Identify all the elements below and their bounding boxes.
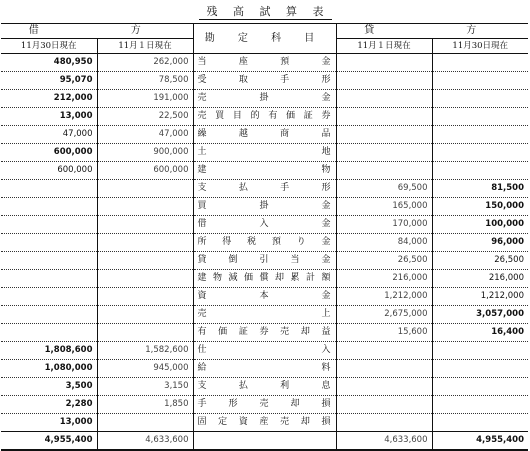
credit-nov30-cell: [432, 90, 528, 108]
account-name-cell: 仕入: [193, 342, 336, 360]
account-name-cell: 所得税預り金: [193, 234, 336, 252]
credit-nov30-cell: [432, 342, 528, 360]
table-row: [1, 216, 528, 234]
debit-header: 借 方: [1, 24, 193, 39]
table-row: [1, 342, 528, 360]
account-name-cell: 売買目的有価証券: [193, 108, 336, 126]
table-row: [1, 378, 528, 396]
credit-nov1-cell: [336, 90, 432, 108]
debit-nov30-cell: 3,500: [1, 378, 97, 396]
credit-nov1-cell: [336, 126, 432, 144]
table-row: [1, 414, 528, 432]
account-name-cell: 有価証券売却益: [193, 324, 336, 342]
credit-nov30-cell: 100,000: [432, 216, 528, 234]
debit-nov1-cell: [97, 414, 193, 432]
debit-nov1-cell: 3,150: [97, 378, 193, 396]
debit-nov30-cell: [1, 324, 97, 342]
debit-nov30-cell: [1, 270, 97, 288]
credit-nov30-cell: 16,400: [432, 324, 528, 342]
debit-nov30-cell: 47,000: [1, 126, 97, 144]
debit-nov1-cell: 1,582,600: [97, 342, 193, 360]
debit-nov30-cell: [1, 234, 97, 252]
debit-nov1-cell: 191,000: [97, 90, 193, 108]
credit-nov30-cell: 81,500: [432, 180, 528, 198]
debit-nov1-cell: 900,000: [97, 144, 193, 162]
debit-nov30-cell: [1, 252, 97, 270]
credit-nov1-cell: [336, 378, 432, 396]
account-name-cell: 支払手形: [193, 180, 336, 198]
debit-nov1-cell: [97, 234, 193, 252]
table-row: [1, 306, 528, 324]
table-row: [1, 54, 528, 72]
debit-nov1-cell: 22,500: [97, 108, 193, 126]
total-debit-nov30-cell: 4,955,400: [1, 432, 97, 451]
credit-nov30-cell: 26,500: [432, 252, 528, 270]
table-row: [1, 270, 528, 288]
debit-nov1-cell: [97, 252, 193, 270]
credit-nov1-cell: [336, 144, 432, 162]
credit-nov1-cell: [336, 342, 432, 360]
debit-nov30-cell: [1, 180, 97, 198]
debit-nov30-cell: [1, 306, 97, 324]
credit-nov1-cell: 216,000: [336, 270, 432, 288]
debit-nov30-cell: 13,000: [1, 414, 97, 432]
credit-nov30-cell: [432, 378, 528, 396]
debit-nov1-cell: 262,000: [97, 54, 193, 72]
account-name-cell: 借入金: [193, 216, 336, 234]
credit-header: 貸 方: [336, 24, 528, 39]
credit-nov1-cell: 1,212,000: [336, 288, 432, 306]
debit-nov1-cell: [97, 270, 193, 288]
credit-nov1-cell: [336, 414, 432, 432]
total-account-name-cell: [193, 432, 336, 451]
credit-nov30-cell: [432, 396, 528, 414]
table-row: [1, 90, 528, 108]
debit-nov30-cell: [1, 288, 97, 306]
credit-nov30-cell: 96,000: [432, 234, 528, 252]
debit-nov1-cell: [97, 288, 193, 306]
debit-nov30-cell: 1,808,600: [1, 342, 97, 360]
debit-nov1-cell: 945,000: [97, 360, 193, 378]
credit-nov1-cell: [336, 360, 432, 378]
debit-nov30-cell: [1, 216, 97, 234]
debit-nov1-cell: [97, 324, 193, 342]
credit-nov30-cell: 1,212,000: [432, 288, 528, 306]
credit-nov30-cell: [432, 54, 528, 72]
trial-balance-table: [1, 23, 528, 451]
credit-nov30-cell: [432, 126, 528, 144]
debit-nov1-cell: 47,000: [97, 126, 193, 144]
date-header-credit-nov1: 11月１日現在: [336, 39, 432, 54]
credit-nov30-cell: [432, 108, 528, 126]
credit-nov30-cell: [432, 72, 528, 90]
credit-nov1-cell: 170,000: [336, 216, 432, 234]
credit-nov1-cell: 26,500: [336, 252, 432, 270]
credit-nov1-cell: [336, 54, 432, 72]
account-name-cell: 土地: [193, 144, 336, 162]
account-name-cell: 買掛金: [193, 198, 336, 216]
debit-nov1-cell: [97, 180, 193, 198]
account-name-cell: 受取手形: [193, 72, 336, 90]
credit-nov1-cell: [336, 108, 432, 126]
table-row: [1, 126, 528, 144]
table-row: [1, 72, 528, 90]
account-name-cell: 資本金: [193, 288, 336, 306]
account-header: 勘 定 科 目: [193, 24, 336, 54]
credit-nov1-cell: 165,000: [336, 198, 432, 216]
credit-nov1-cell: [336, 162, 432, 180]
debit-nov30-cell: 13,000: [1, 108, 97, 126]
credit-nov1-cell: [336, 72, 432, 90]
debit-nov1-cell: 1,850: [97, 396, 193, 414]
table-row: [1, 360, 528, 378]
debit-nov1-cell: [97, 198, 193, 216]
credit-nov30-cell: [432, 162, 528, 180]
credit-nov30-cell: [432, 360, 528, 378]
debit-nov30-cell: 212,000: [1, 90, 97, 108]
table-row: [1, 288, 528, 306]
account-name-cell: 固定資産売却損: [193, 414, 336, 432]
debit-nov30-cell: 600,000: [1, 144, 97, 162]
account-name-cell: 建物: [193, 162, 336, 180]
table-row: [1, 108, 528, 126]
debit-nov30-cell: 2,280: [1, 396, 97, 414]
total-row: [1, 432, 528, 451]
table-row: [1, 324, 528, 342]
table-row: [1, 144, 528, 162]
credit-nov1-cell: 15,600: [336, 324, 432, 342]
account-name-cell: 当座預金: [193, 54, 336, 72]
credit-nov1-cell: 2,675,000: [336, 306, 432, 324]
account-name-cell: 貸倒引当金: [193, 252, 336, 270]
credit-nov1-cell: 69,500: [336, 180, 432, 198]
credit-nov1-cell: [336, 396, 432, 414]
debit-nov1-cell: 600,000: [97, 162, 193, 180]
debit-nov30-cell: 600,000: [1, 162, 97, 180]
credit-nov30-cell: [432, 414, 528, 432]
table-row: [1, 396, 528, 414]
table-row: [1, 198, 528, 216]
account-name-cell: 支払利息: [193, 378, 336, 396]
table-row: [1, 162, 528, 180]
account-name-cell: 建物減価償却累計額: [193, 270, 336, 288]
debit-nov30-cell: [1, 198, 97, 216]
debit-nov1-cell: [97, 216, 193, 234]
total-debit-nov1-cell: 4,633,600: [97, 432, 193, 451]
date-header-debit-nov1: 11月１日現在: [97, 39, 193, 54]
account-name-cell: 繰越商品: [193, 126, 336, 144]
debit-nov30-cell: 480,950: [1, 54, 97, 72]
credit-nov30-cell: 150,000: [432, 198, 528, 216]
debit-nov1-cell: 78,500: [97, 72, 193, 90]
table-row: [1, 180, 528, 198]
total-credit-nov1-cell: 4,633,600: [336, 432, 432, 451]
table-row: [1, 252, 528, 270]
debit-nov1-cell: [97, 306, 193, 324]
debit-nov30-cell: 1,080,000: [1, 360, 97, 378]
debit-nov30-cell: 95,070: [1, 72, 97, 90]
account-name-cell: 給料: [193, 360, 336, 378]
credit-nov1-cell: 84,000: [336, 234, 432, 252]
account-name-cell: 手形売却損: [193, 396, 336, 414]
credit-nov30-cell: [432, 144, 528, 162]
credit-nov30-cell: 216,000: [432, 270, 528, 288]
account-name-cell: 売上: [193, 306, 336, 324]
date-header-credit-nov30: 11月30日現在: [432, 39, 528, 54]
date-header-debit-nov30: 11月30日現在: [1, 39, 97, 54]
document-title: 残 高 試 算 表: [0, 3, 530, 19]
account-name-cell: 売掛金: [193, 90, 336, 108]
total-credit-nov30-cell: 4,955,400: [432, 432, 528, 451]
credit-nov30-cell: 3,057,000: [432, 306, 528, 324]
table-row: [1, 234, 528, 252]
